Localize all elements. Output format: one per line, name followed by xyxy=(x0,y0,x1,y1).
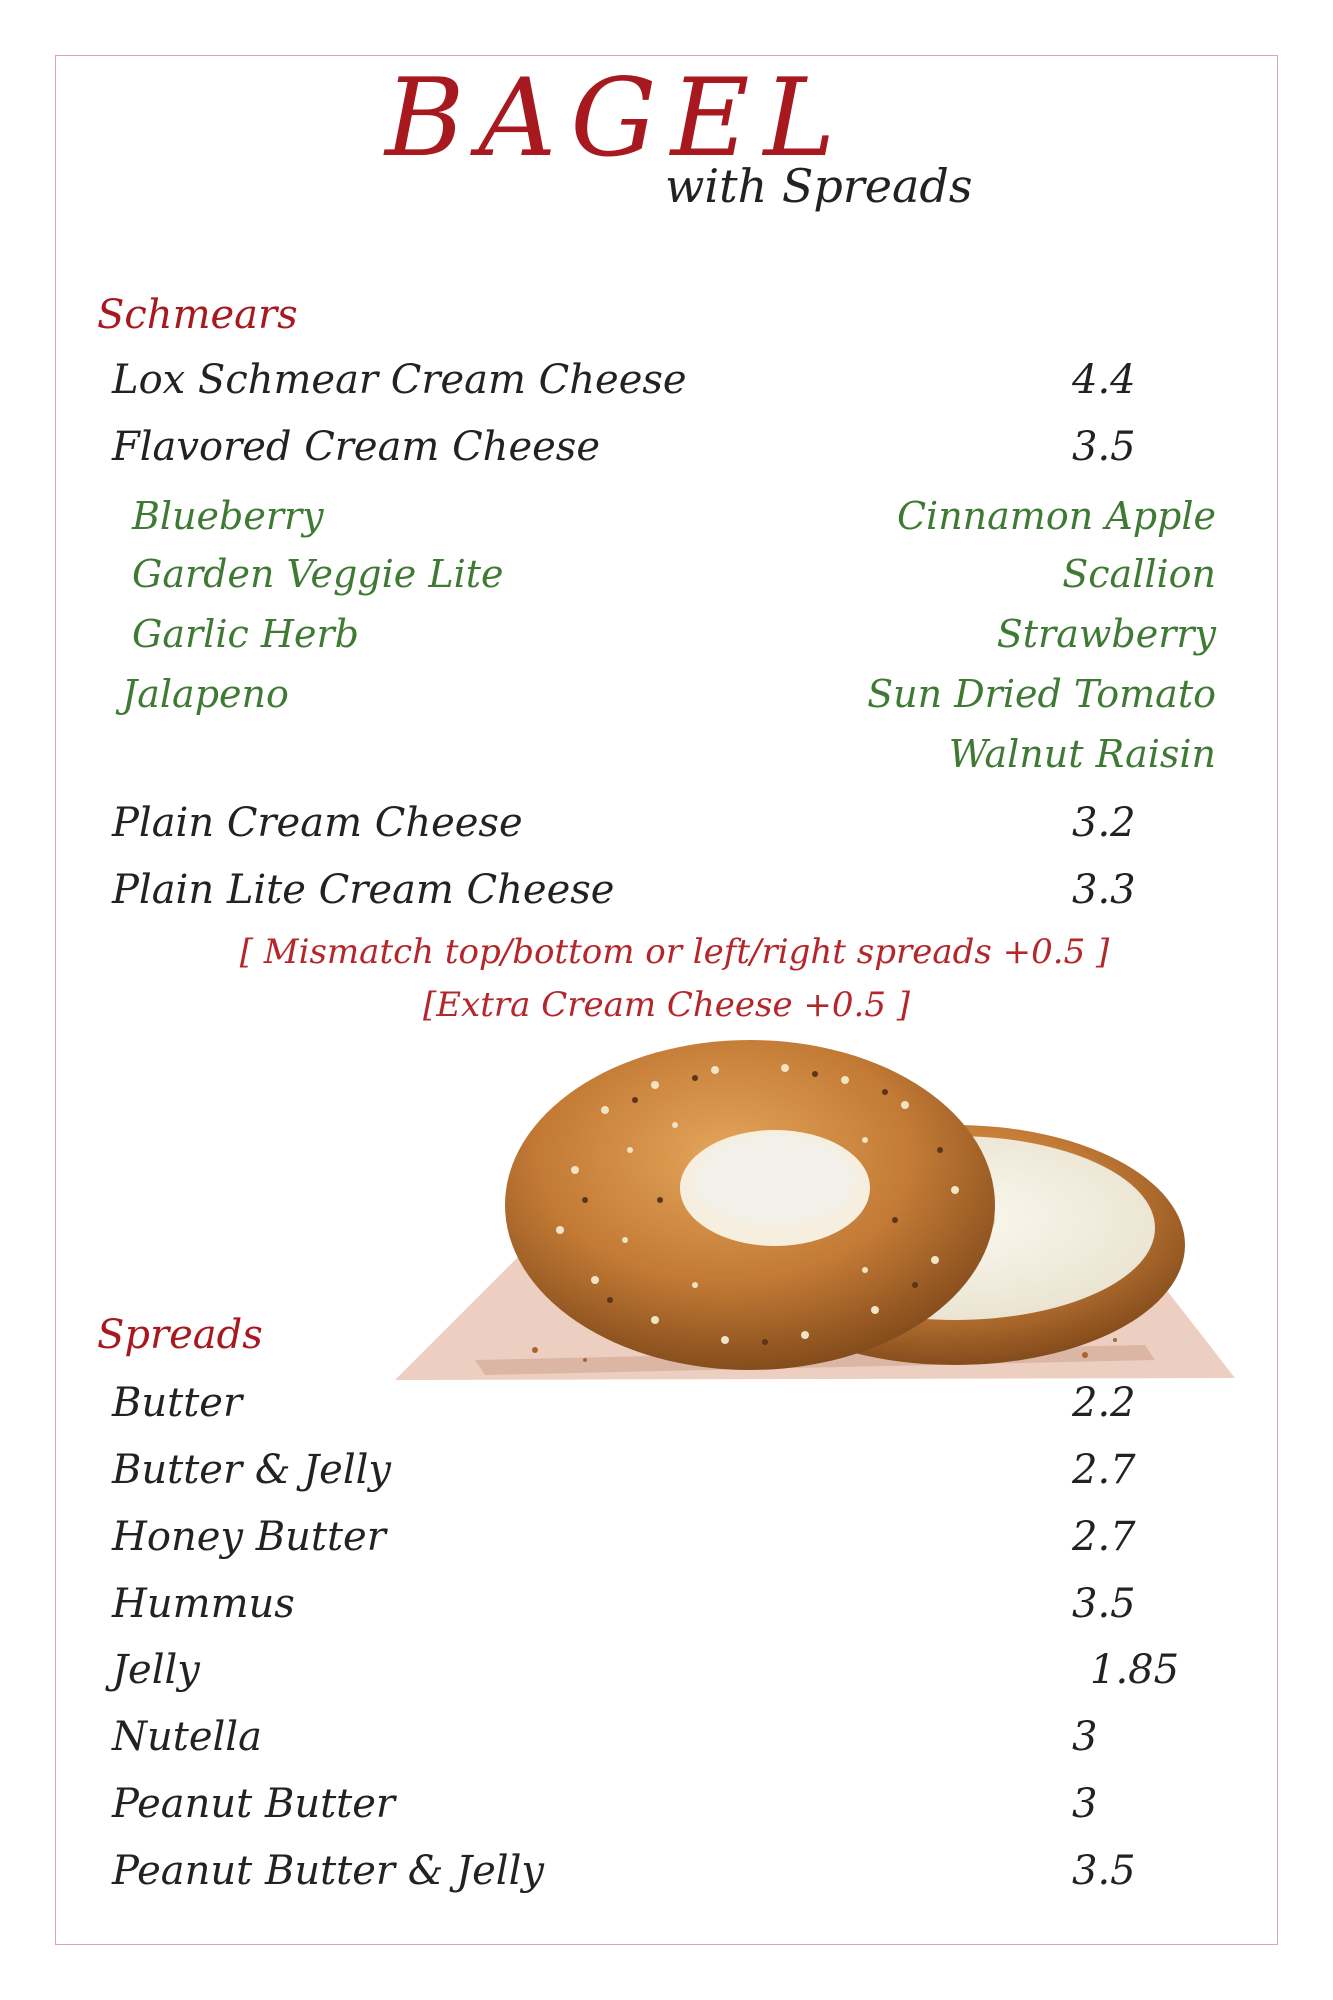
bagel-image xyxy=(395,1030,1240,1385)
menu-item-name: Lox Schmear Cream Cheese xyxy=(112,357,687,403)
menu-item-price: 2.7 xyxy=(1072,1447,1136,1493)
title-main: BAGEL xyxy=(385,56,850,181)
menu-item-price: 2.2 xyxy=(1072,1380,1136,1426)
title-sub: with Spreads xyxy=(665,159,973,213)
menu-item-name: Honey Butter xyxy=(112,1514,386,1560)
menu-item-name: Nutella xyxy=(112,1714,262,1760)
menu-item-price: 3.5 xyxy=(1072,1581,1136,1627)
menu-item-name: Plain Lite Cream Cheese xyxy=(112,867,615,913)
flavor-item: Walnut Raisin xyxy=(948,732,1216,776)
menu-item-name: Peanut Butter xyxy=(112,1781,396,1827)
menu-item-price: 3.5 xyxy=(1072,1848,1136,1894)
menu-item-price: 3.3 xyxy=(1072,867,1136,913)
flavor-item: Garden Veggie Lite xyxy=(132,552,504,596)
note-mismatch: [ Mismatch top/bottom or left/right spreads +0.5 ] xyxy=(239,932,1110,972)
flavor-item: Sun Dried Tomato xyxy=(867,672,1216,716)
menu-item-name: Plain Cream Cheese xyxy=(112,800,523,846)
schmears-heading: Schmears xyxy=(97,292,298,338)
menu-item-name: Jelly xyxy=(112,1647,200,1693)
flavor-item: Blueberry xyxy=(132,494,324,538)
flavor-item: Jalapeno xyxy=(122,672,289,716)
flavor-item: Scallion xyxy=(1062,552,1216,596)
menu-item-price: 4.4 xyxy=(1072,357,1136,403)
flavor-item: Cinnamon Apple xyxy=(896,494,1216,538)
menu-item-name: Butter & Jelly xyxy=(112,1447,392,1493)
menu-item-price: 3.2 xyxy=(1072,800,1136,846)
menu-item-price: 3 xyxy=(1072,1781,1098,1827)
flavor-item: Strawberry xyxy=(996,612,1216,656)
menu-item-price: 2.7 xyxy=(1072,1514,1136,1560)
flavor-item: Garlic Herb xyxy=(132,612,359,656)
menu-item-price: 1.85 xyxy=(1090,1647,1180,1693)
menu-item-name: Hummus xyxy=(112,1581,295,1627)
menu-title xyxy=(385,55,973,213)
note-extra-cream-cheese: [Extra Cream Cheese +0.5 ] xyxy=(422,985,911,1025)
menu-item-name: Peanut Butter & Jelly xyxy=(112,1848,544,1894)
spreads-heading: Spreads xyxy=(97,1312,263,1358)
menu-item-price: 3 xyxy=(1072,1714,1098,1760)
menu-item-name: Flavored Cream Cheese xyxy=(112,424,600,470)
menu-item-name: Butter xyxy=(112,1380,243,1426)
menu-item-price: 3.5 xyxy=(1072,424,1136,470)
